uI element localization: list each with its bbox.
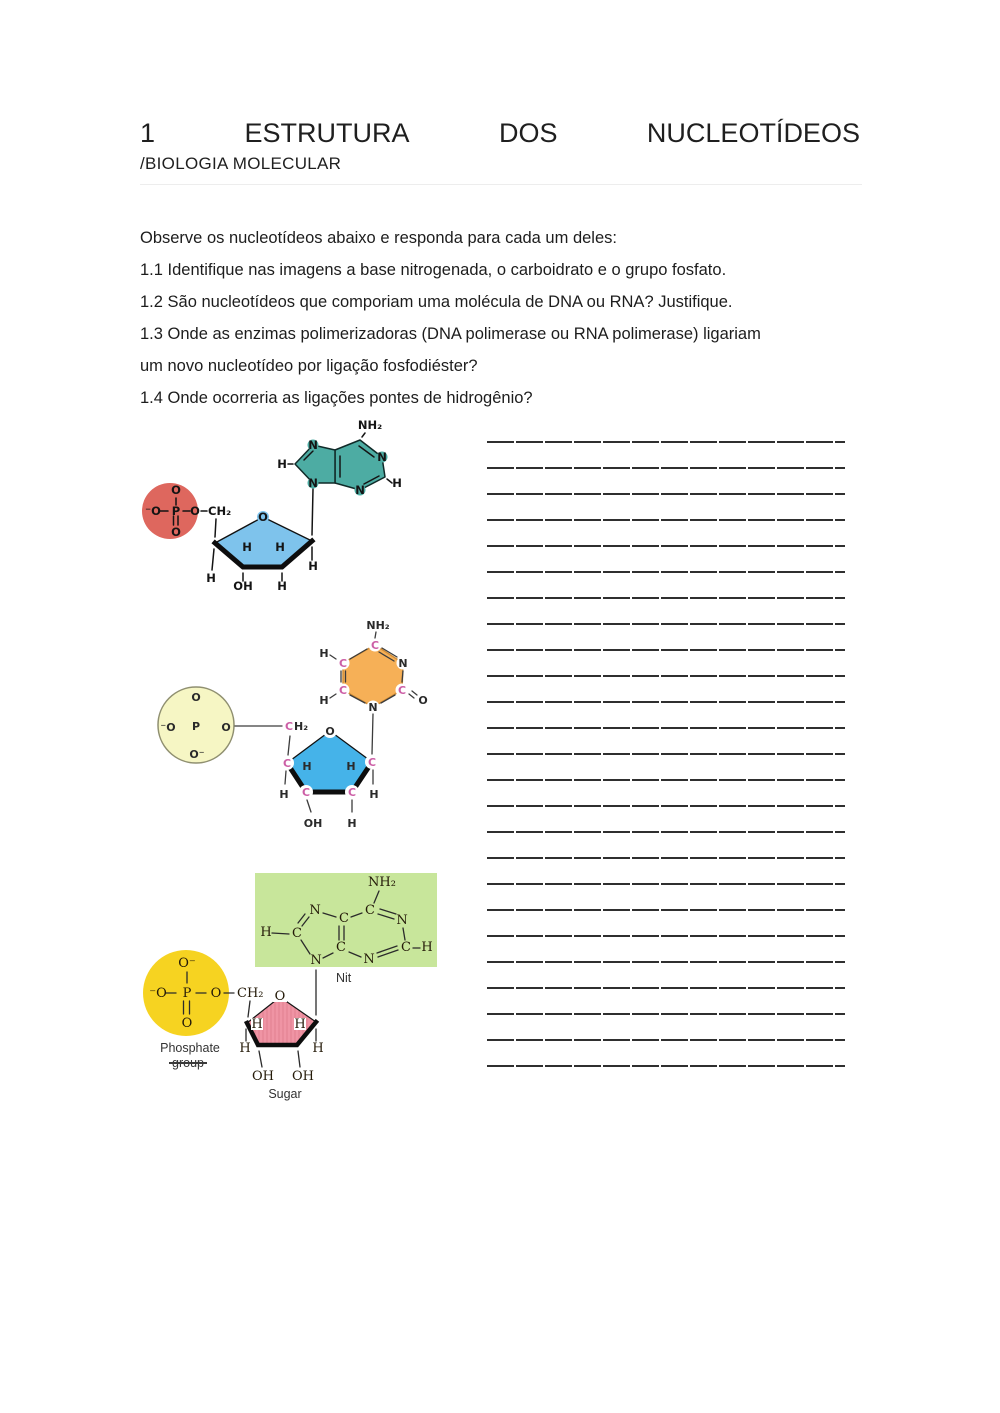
atom-label: O <box>221 721 231 734</box>
nitrogenous-base-adenine <box>277 418 402 497</box>
atom-label: O <box>325 725 335 738</box>
answer-line <box>487 1065 845 1067</box>
atom-label: C <box>347 786 357 799</box>
atom-label: N <box>396 913 408 928</box>
atom-label: OH <box>292 1069 314 1084</box>
atom-label: O⁻ <box>189 748 205 761</box>
atom-label: C <box>367 756 377 769</box>
question-block <box>140 222 870 414</box>
title-number: 1 <box>140 118 156 148</box>
answer-line <box>487 467 845 469</box>
atom-label: C <box>365 903 375 918</box>
atom-label: N <box>377 450 387 464</box>
atom-label: H <box>277 457 287 471</box>
figure-nucleotide-1 <box>138 412 418 607</box>
sugar-group <box>239 989 323 1101</box>
atom-label: H <box>260 925 272 940</box>
phosphate-group <box>142 483 231 539</box>
atom-label: O <box>190 504 200 518</box>
atom-label: O <box>418 694 428 707</box>
atom-label: C <box>292 926 302 941</box>
atom-label: OH <box>252 1069 274 1084</box>
answer-line <box>487 623 845 625</box>
atom-label: C <box>338 657 348 670</box>
question-1-3-line2: um novo nucleotídeo por ligação fosfodiéster? <box>140 357 478 375</box>
page-subtitle: /BIOLOGIA MOLECULAR <box>140 154 342 173</box>
atom-label: C <box>282 757 292 770</box>
answer-line <box>487 883 845 885</box>
atom-label: C <box>339 911 349 926</box>
answer-line <box>487 519 845 521</box>
atom-label: C <box>301 786 311 799</box>
answer-lines <box>487 441 845 1091</box>
atom-label: H <box>319 647 329 660</box>
answer-line <box>487 961 845 963</box>
atom-label: P <box>182 986 192 1001</box>
atom-label: H <box>294 1017 306 1032</box>
answer-line <box>487 909 845 911</box>
answer-line <box>487 753 845 755</box>
atom-label: H <box>206 571 216 585</box>
answer-line <box>487 493 845 495</box>
atom-label: N <box>308 476 318 490</box>
atom-label: OH <box>303 817 323 830</box>
atom-label: C <box>401 940 411 955</box>
atom-label: O <box>171 483 181 497</box>
atom-label: NH₂ <box>366 619 390 632</box>
title-word-3: NUCLEOTÍDEOS <box>646 118 860 148</box>
answer-line <box>487 1013 845 1015</box>
atom-label: N <box>309 903 321 918</box>
intro-line: Observe os nucleotídeos abaixo e responda para cada um deles: <box>140 229 617 247</box>
question-1-4: 1.4 Onde ocorreria as ligações pontes de hidrogênio? <box>140 389 533 407</box>
atom-label: NH₂ <box>368 875 396 890</box>
answer-line <box>487 727 845 729</box>
answer-line <box>487 649 845 651</box>
atom-label: OH <box>233 579 253 593</box>
atom-label: H <box>275 540 285 554</box>
atom-label: O⁻ <box>178 956 196 971</box>
atom-label: H <box>346 760 356 773</box>
answer-line <box>487 701 845 703</box>
atom-label: P <box>191 720 201 733</box>
base-caption: Nit <box>336 971 352 985</box>
atom-label: N <box>398 657 408 670</box>
figure-nucleotide-2 <box>143 608 443 843</box>
question-1-2: 1.2 São nucleotídeos que comporiam uma molécula de DNA ou RNA? Justifique. <box>140 293 733 311</box>
base-ring-hexagon <box>343 645 403 707</box>
sugar-group <box>279 724 379 830</box>
atom-label: H <box>239 1041 251 1056</box>
question-1-1: 1.1 Identifique nas imagens a base nitrogenada, o carboidrato e o grupo fosfato. <box>140 261 727 279</box>
atom-label: H <box>242 540 252 554</box>
atom-label: N <box>310 953 322 968</box>
atom-label: O <box>181 1016 193 1031</box>
atom-label: P <box>171 504 181 518</box>
atom-label: H <box>277 579 287 593</box>
atom-label: H <box>279 788 289 801</box>
atom-label: H <box>308 559 318 573</box>
phosphate-group <box>158 687 308 763</box>
atom-label: ⁻O <box>160 721 176 734</box>
answer-line <box>487 935 845 937</box>
atom-label: O <box>191 691 201 704</box>
atom-label: N <box>355 483 365 497</box>
answer-line <box>487 597 845 599</box>
atom-label: NH₂ <box>357 418 383 432</box>
atom-label: C <box>284 720 294 733</box>
atom-label: C <box>397 684 407 697</box>
title-word-2: DOS <box>498 118 558 148</box>
answer-line <box>487 779 845 781</box>
atom-label: H <box>392 476 402 490</box>
sugar-caption: Sugar <box>268 1087 302 1101</box>
atom-label: H <box>347 817 357 830</box>
atom-label: N <box>368 701 378 714</box>
atom-label: H₂ <box>294 720 309 733</box>
header-divider <box>140 184 862 185</box>
answer-line <box>487 831 845 833</box>
phosphate-caption-line1: Phosphate <box>160 1041 220 1055</box>
answer-line <box>487 1039 845 1041</box>
atom-label: CH₂ <box>208 504 232 518</box>
atom-label: ⁻O <box>145 504 161 518</box>
atom-label: H <box>312 1041 324 1056</box>
atom-label: O <box>274 989 286 1004</box>
atom-label: N <box>308 438 318 452</box>
answer-line <box>487 675 845 677</box>
atom-label: O <box>258 510 268 524</box>
phosphate-caption-line2: group <box>172 1056 204 1070</box>
page-title <box>140 118 860 149</box>
atom-label: H <box>369 788 379 801</box>
atom-label: N <box>363 952 375 967</box>
question-1-3-line1: 1.3 Onde as enzimas polimerizadoras (DNA polimerase ou RNA polimerase) ligariam <box>140 325 761 343</box>
atom-label: CH₂ <box>237 986 264 1001</box>
sugar-pentagon <box>215 517 312 567</box>
atom-label: H <box>302 760 312 773</box>
answer-line <box>487 805 845 807</box>
atom-label: C <box>370 639 380 652</box>
atom-label: ⁻O <box>149 986 167 1001</box>
answer-line <box>487 441 845 443</box>
atom-label: H <box>319 694 329 707</box>
figure-nucleotide-3 <box>138 866 448 1111</box>
answer-line <box>487 987 845 989</box>
atom-label: O <box>210 986 222 1001</box>
answer-line <box>487 857 845 859</box>
answer-line <box>487 545 845 547</box>
atom-label: C <box>336 940 346 955</box>
atom-label: C <box>338 684 348 697</box>
title-word-1: ESTRUTURA <box>244 118 410 148</box>
atom-label: O <box>171 525 181 539</box>
atom-label: H <box>421 940 433 955</box>
atom-label: H <box>251 1017 263 1032</box>
answer-line <box>487 571 845 573</box>
